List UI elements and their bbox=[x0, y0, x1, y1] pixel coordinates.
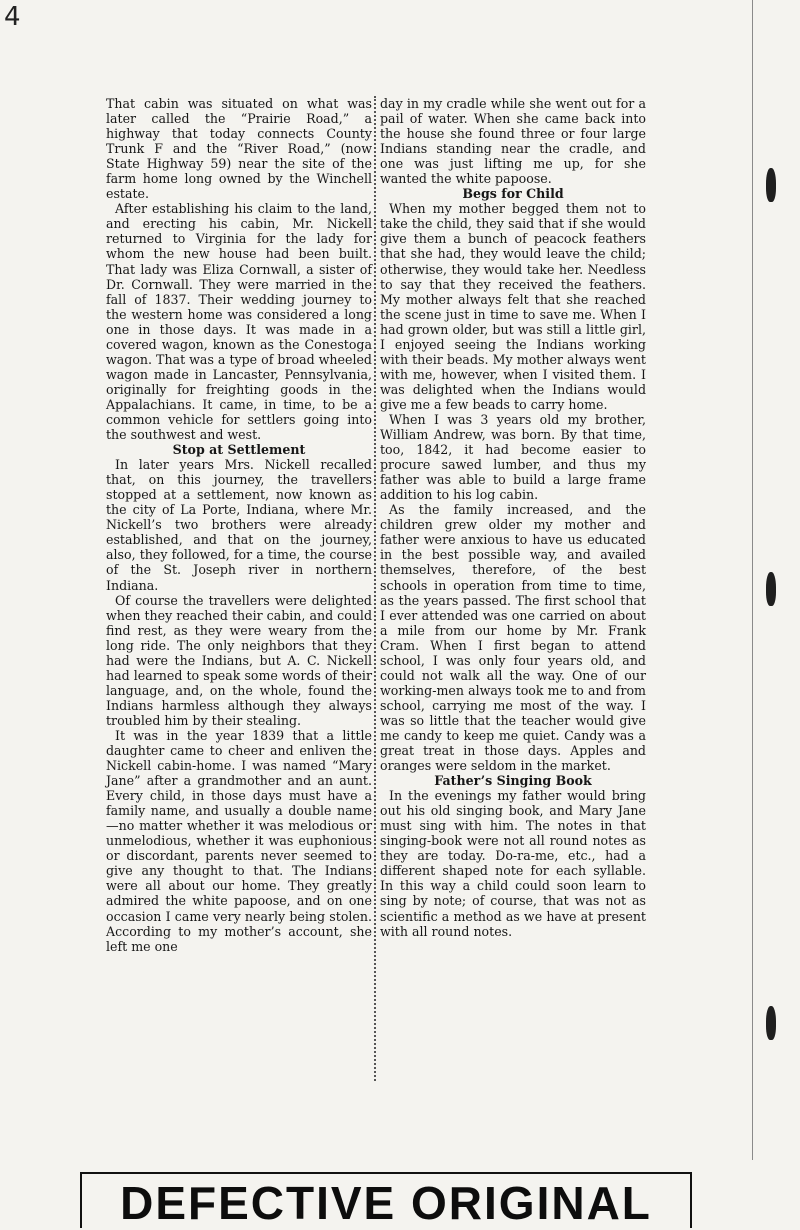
defective-original-label: DEFECTIVE ORIGINAL bbox=[120, 1177, 652, 1229]
article-paragraph: It was in the year 1839 that a little daughter came to cheer and enliven the Nickell cabin-home. I was named “Mary Jane” after a grandmother and an aunt. Every child, in those days must have a family name, and usually a double name—no matter whether it was melodious or unmelodious, whether it was euphonious or discordant, parents never seemed to give any thought to that. The Indians were all about our home. They greatly admired the white papoose, and on one occasion I came very nearly being stolen. According to my mother’s account, she left me one bbox=[106, 727, 372, 954]
article-paragraph: When my mother begged them not to take the child, they said that if she would give them a bunch of peacock feathers that she had, they would leave the child; otherwise, they would take her. Needless to say that they received the feathers. My mother always felt that she reached the scene just in time to save me. When I had grown older, but was still a little girl, I enjoyed seeing the Indians working with their beads. My mother always went with me, however, when I visited them. I was delighted when the Indians would give me a few beads to carry home. bbox=[380, 201, 646, 412]
right-article-column bbox=[380, 96, 646, 939]
article-paragraph: Of course the travellers were delighted when they reached their cabin, and could find rest, as they were weary from the long ride. The only neighbors that they had were the Indians, but A. C. Nickell had learned to speak some words of their language, and, on the whole, found the Indians harmless although they always troubled him by their stealing. bbox=[106, 592, 372, 728]
binding-hole-mark bbox=[766, 1006, 776, 1040]
article-paragraph: After establishing his claim to the land, and erecting his cabin, Mr. Nickell returned to Virginia for the lady for whom the new house had been built. That lady was Eliza Cornwall, a sister of Dr. Cornwall. They were married in the fall of 1837. Their wedding journey to the western home was considered a long one in those days. It was made in a covered wagon, known as the Conestoga wagon. That was a type of broad wheeled wagon made in Lancaster, Pennsylvania, originally for freighting goods in the Appalachians. It came, in time, to be a common vehicle for settlers going into the southwest and west. bbox=[106, 201, 372, 443]
article-paragraph: When I was 3 years old my brother, William Andrew, was born. By that time, too, 1842, it had become easier to procure sawed lumber, and thus my father was able to build a large frame addition to his log cabin. bbox=[380, 411, 646, 503]
article-paragraph: As the family increased, and the children grew older my mother and father were anxious to have us educated in the best possible way, and availed themselves, therefore, of the best schools in operation from time to time, as the years passed. The first school that I ever attended was one carried on about a mile from our home by Mr. Frank Cram. When I first began to attend school, I was only four years old, and could not walk all the way. One of our working-men always took me to and from school, carrying me most of the way. I was so little that the teacher would give me candy to keep me quiet. Candy was a great treat in those days. Apples and oranges were seldom in the market. bbox=[380, 502, 646, 774]
section-heading: Begs for Child bbox=[462, 186, 564, 202]
article-paragraph: In later years Mrs. Nickell recalled that, on this journey, the travellers stopped at a settlement, now known as the city of La Porte, Indiana, where Mr. Nickell’s two brothers were already established, and that on the journey, also, they followed, for a time, the course of the St. Joseph river in northern Indiana. bbox=[106, 457, 372, 593]
page-number: 4 bbox=[4, 2, 21, 32]
section-heading: Father’s Singing Book bbox=[434, 773, 592, 789]
page-edge-rule bbox=[752, 0, 753, 1160]
article-paragraph: day in my cradle while she went out for a pail of water. When she came back into the house she found three or four large Indians standing near the cradle, and one was just lifting me up, for she wanted the white papoose. bbox=[380, 96, 646, 187]
article-paragraph: In the evenings my father would bring out his old singing book, and Mary Jane must sing with him. The notes in that singing-book were not all round notes as they are today. Do-ra-me, etc., had a different shaped note for each syllable. In this way a child could soon learn to sing by note; of course, that was not as scientific a method as we have at present with all round notes. bbox=[380, 788, 646, 939]
column-divider bbox=[374, 96, 376, 1081]
binding-hole-mark bbox=[766, 572, 776, 606]
binding-hole-mark bbox=[766, 168, 776, 202]
defective-original-stamp bbox=[80, 1172, 692, 1228]
section-heading: Stop at Settlement bbox=[172, 442, 306, 458]
article-paragraph: That cabin was situated on what was later called the “Prairie Road,” a highway that today connects County Trunk F and the “River Road,” (now State Highway 59) near the site of the farm home long owned by the Winchell estate. bbox=[106, 96, 372, 202]
left-article-column bbox=[106, 96, 372, 954]
